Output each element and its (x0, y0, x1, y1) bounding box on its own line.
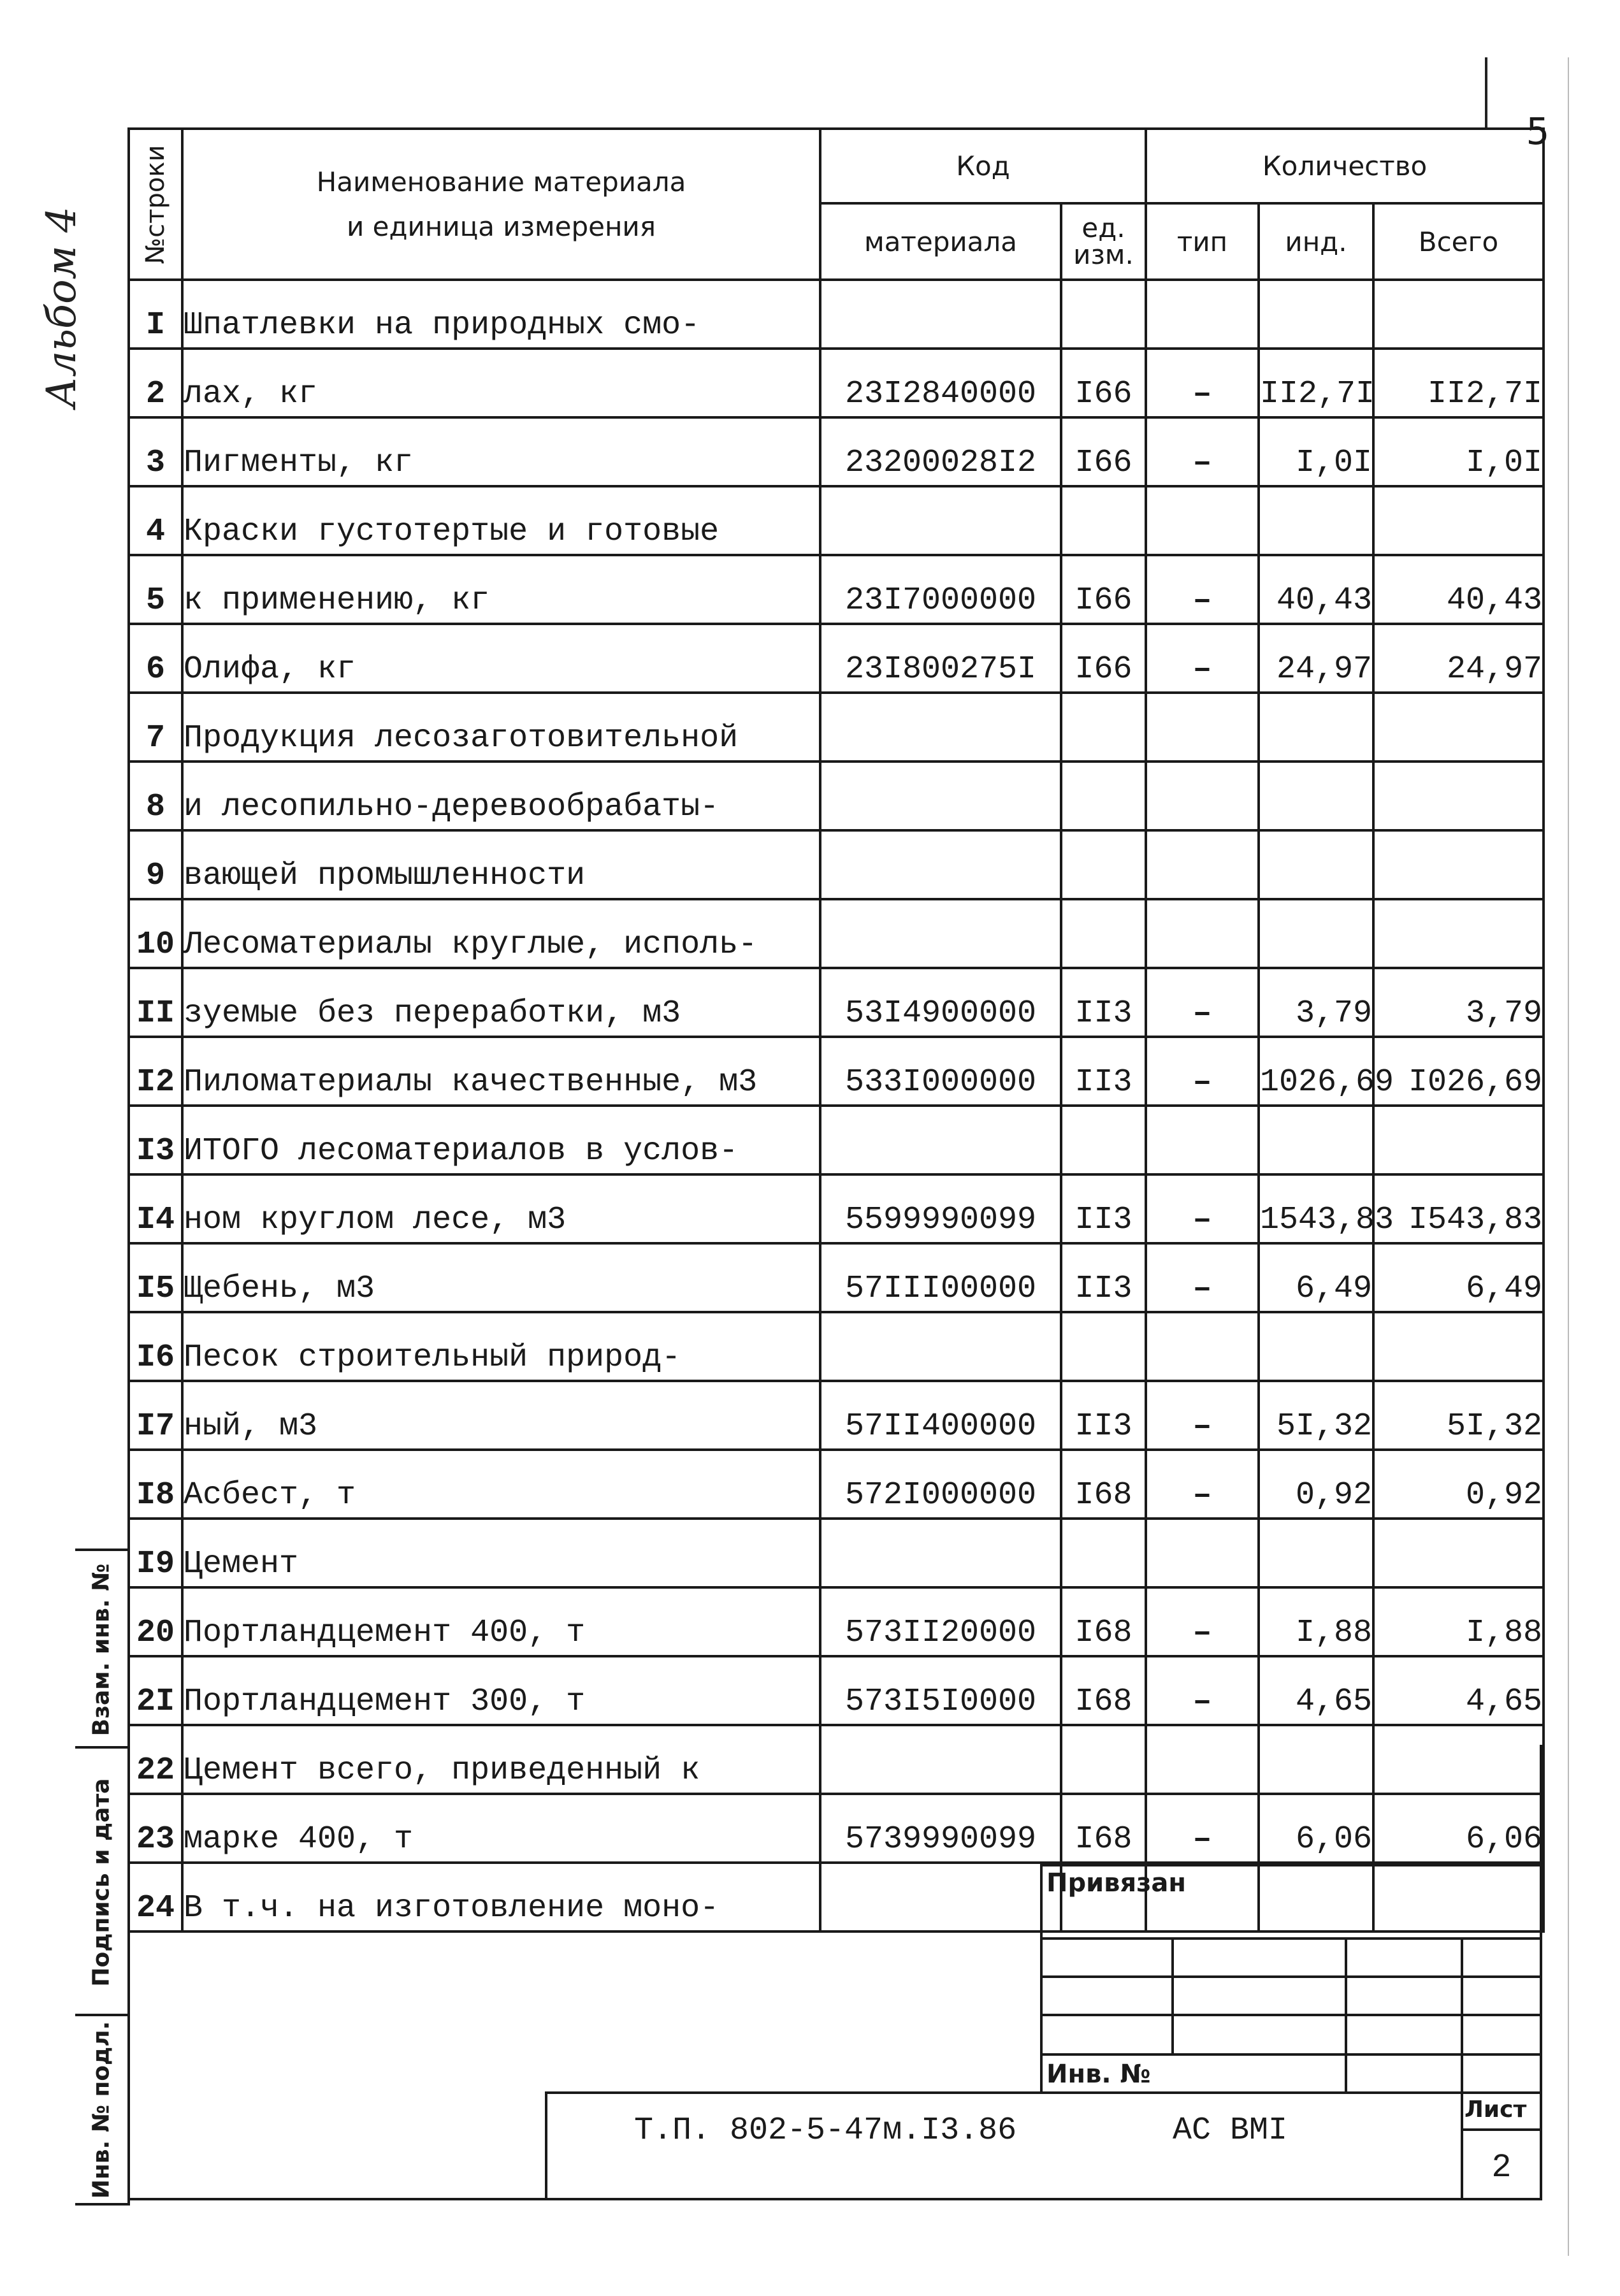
qty-ind: 5I,32 (1259, 1381, 1373, 1450)
row-number: 5 (129, 555, 182, 624)
sheet-number: 2 (1491, 2149, 1512, 2186)
unit-code (1061, 280, 1146, 349)
row-number: 4 (129, 486, 182, 555)
inv-no-label: Инв. № (1046, 2060, 1151, 2089)
document-code: Т.П. 802-5-47м.I3.86 (634, 2112, 1017, 2149)
row-number: I8 (129, 1450, 182, 1519)
document-suffix: АС ВМI (1173, 2112, 1288, 2149)
qty-type: – (1146, 1037, 1259, 1106)
qty-ind (1259, 280, 1373, 349)
qty-total: II2,7I (1373, 349, 1544, 417)
material-code (820, 1519, 1061, 1587)
qty-type: – (1146, 968, 1259, 1037)
row-number: I5 (129, 1243, 182, 1312)
privyazan-label: Привязан (1046, 1868, 1187, 1898)
unit-code: I68 (1061, 1450, 1146, 1519)
qty-ind: 24,97 (1259, 624, 1373, 693)
row-number: 7 (129, 693, 182, 762)
material-code: 533I000000 (820, 1037, 1061, 1106)
side-field-podpis (75, 1746, 130, 2016)
row-number: 2I (129, 1656, 182, 1725)
qty-type: – (1146, 1174, 1259, 1243)
qty-total: I543,83 (1373, 1174, 1544, 1243)
material-name: Цемент (182, 1519, 820, 1587)
material-name: Портландцемент 400, т (182, 1587, 820, 1656)
qty-type (1146, 762, 1259, 830)
qty-type (1146, 830, 1259, 899)
qty-ind (1259, 762, 1373, 830)
table-row (129, 1450, 1544, 1519)
unit-code: II3 (1061, 1037, 1146, 1106)
table-row (129, 280, 1544, 349)
qty-type (1146, 486, 1259, 555)
material-name: ИТОГО лесоматериалов в услов- (182, 1106, 820, 1174)
sheet-divider (1461, 2128, 1542, 2131)
material-code: 53I4900000 (820, 968, 1061, 1037)
material-name: марке 400, т (182, 1794, 820, 1863)
header-qty-ind: инд. (1259, 203, 1373, 280)
qty-ind (1259, 1106, 1373, 1174)
qty-ind (1259, 693, 1373, 762)
unit-code: II3 (1061, 1243, 1146, 1312)
material-name: Щебень, м3 (182, 1243, 820, 1312)
material-code (820, 1106, 1061, 1174)
qty-ind: 1543,83 (1259, 1174, 1373, 1243)
material-name: ном круглом лесе, м3 (182, 1174, 820, 1243)
material-code (820, 693, 1061, 762)
unit-code: I66 (1061, 349, 1146, 417)
table-row (129, 417, 1544, 486)
qty-ind (1259, 830, 1373, 899)
qty-type: – (1146, 349, 1259, 417)
row-number: II (129, 968, 182, 1037)
table-row (129, 968, 1544, 1037)
material-code: 572I000000 (820, 1450, 1061, 1519)
album-handwritten-note: Альбом 4 (38, 206, 85, 408)
material-code (820, 1312, 1061, 1381)
stamp-line (1040, 2014, 1542, 2016)
material-name: к применению, кг (182, 555, 820, 624)
unit-code (1061, 762, 1146, 830)
qty-total (1373, 486, 1544, 555)
qty-total: 4,65 (1373, 1656, 1544, 1725)
material-name: Лесоматериалы круглые, исполь- (182, 899, 820, 968)
row-number: 10 (129, 899, 182, 968)
material-name: В т.ч. на изготовление моно- (182, 1863, 820, 1931)
qty-ind: 4,65 (1259, 1656, 1373, 1725)
row-number: 3 (129, 417, 182, 486)
qty-ind: I,88 (1259, 1587, 1373, 1656)
qty-ind: 0,92 (1259, 1450, 1373, 1519)
table-row (129, 555, 1544, 624)
unit-code: II3 (1061, 1381, 1146, 1450)
unit-code: I66 (1061, 624, 1146, 693)
material-name: Продукция лесозаготовительной (182, 693, 820, 762)
table-row (129, 762, 1544, 830)
qty-total (1373, 1106, 1544, 1174)
qty-total (1373, 899, 1544, 968)
row-number: 8 (129, 762, 182, 830)
stamp-line (1040, 1937, 1542, 1940)
qty-type: – (1146, 417, 1259, 486)
unit-code (1061, 899, 1146, 968)
table-row (129, 1106, 1544, 1174)
table-row (129, 830, 1544, 899)
material-code (820, 762, 1061, 830)
material-name: зуемые без переработки, м3 (182, 968, 820, 1037)
table-row (129, 624, 1544, 693)
qty-type (1146, 280, 1259, 349)
row-number: 2 (129, 349, 182, 417)
qty-total (1373, 280, 1544, 349)
row-number: 22 (129, 1725, 182, 1794)
table-row (129, 1519, 1544, 1587)
qty-type (1146, 1312, 1259, 1381)
material-name: ный, м3 (182, 1381, 820, 1450)
unit-code (1061, 486, 1146, 555)
qty-total (1373, 1519, 1544, 1587)
row-number: I7 (129, 1381, 182, 1450)
row-number: 9 (129, 830, 182, 899)
row-number: I9 (129, 1519, 182, 1587)
qty-ind: II2,7I (1259, 349, 1373, 417)
table-row (129, 1587, 1544, 1656)
header-quantity: Количество (1146, 129, 1544, 203)
material-name: и лесопильно-деревообрабаты- (182, 762, 820, 830)
qty-total: I,88 (1373, 1587, 1544, 1656)
table-row (129, 1381, 1544, 1450)
qty-total: 5I,32 (1373, 1381, 1544, 1450)
qty-ind: 40,43 (1259, 555, 1373, 624)
qty-ind: 6,06 (1259, 1794, 1373, 1863)
qty-ind (1259, 1519, 1373, 1587)
qty-ind (1259, 1312, 1373, 1381)
material-name: Олифа, кг (182, 624, 820, 693)
material-name: Песок строительный природ- (182, 1312, 820, 1381)
table-row (129, 1656, 1544, 1725)
material-code: 5739990099 (820, 1794, 1061, 1863)
stamp-divider (1461, 1937, 1463, 2091)
table-row (129, 1037, 1544, 1106)
material-name: Пигменты, кг (182, 417, 820, 486)
material-code: 57II400000 (820, 1381, 1061, 1450)
qty-type: – (1146, 1243, 1259, 1312)
unit-code: I68 (1061, 1794, 1146, 1863)
material-name: Асбест, т (182, 1450, 820, 1519)
unit-code (1061, 693, 1146, 762)
stamp-line (1040, 2053, 1542, 2056)
page-number-tick (1485, 57, 1487, 127)
qty-ind: I,0I (1259, 417, 1373, 486)
qty-total: I,0I (1373, 417, 1544, 486)
qty-total: I026,69 (1373, 1037, 1544, 1106)
qty-total: 6,06 (1373, 1794, 1544, 1863)
material-code: 23I2840000 (820, 349, 1061, 417)
qty-type: – (1146, 1794, 1259, 1863)
qty-type (1146, 693, 1259, 762)
side-label-vzam: Взам. инв. № (88, 1563, 115, 1736)
qty-total: 40,43 (1373, 555, 1544, 624)
qty-ind (1259, 899, 1373, 968)
unit-code: II3 (1061, 1174, 1146, 1243)
sheet-label: Лист (1465, 2097, 1527, 2123)
table-row (129, 693, 1544, 762)
qty-type (1146, 1106, 1259, 1174)
material-name: Шпатлевки на природных смо- (182, 280, 820, 349)
unit-code: I68 (1061, 1656, 1146, 1725)
qty-ind (1259, 486, 1373, 555)
qty-total (1373, 693, 1544, 762)
qty-ind: 1026,69 (1259, 1037, 1373, 1106)
unit-code: I66 (1061, 417, 1146, 486)
qty-type: – (1146, 1381, 1259, 1450)
qty-type: – (1146, 624, 1259, 693)
row-number: I2 (129, 1037, 182, 1106)
header-qty-type: тип (1146, 203, 1259, 280)
qty-type (1146, 899, 1259, 968)
page-number: 5 (1526, 110, 1550, 153)
qty-type: – (1146, 1656, 1259, 1725)
qty-type: – (1146, 555, 1259, 624)
material-code: 5599990099 (820, 1174, 1061, 1243)
unit-code (1061, 1106, 1146, 1174)
stamp-divider (1345, 1937, 1347, 2091)
qty-type: – (1146, 1450, 1259, 1519)
material-code: 573II20000 (820, 1587, 1061, 1656)
material-code: 23I800275I (820, 624, 1061, 693)
material-name: Портландцемент 300, т (182, 1656, 820, 1725)
table-row (129, 1243, 1544, 1312)
material-code (820, 486, 1061, 555)
header-row-no: №строки (129, 129, 182, 280)
qty-ind: 3,79 (1259, 968, 1373, 1037)
row-number: 23 (129, 1794, 182, 1863)
table-row (129, 1174, 1544, 1243)
unit-code (1061, 1312, 1146, 1381)
side-field-inv-podl (75, 2014, 130, 2206)
qty-ind: 6,49 (1259, 1243, 1373, 1312)
scan-edge-line (1568, 57, 1569, 2256)
materials-table (127, 127, 1545, 1933)
row-number: 6 (129, 624, 182, 693)
material-code (820, 830, 1061, 899)
header-code-material: материала (820, 203, 1061, 280)
material-name: лах, кг (182, 349, 820, 417)
unit-code (1061, 1519, 1146, 1587)
qty-total (1373, 762, 1544, 830)
material-code (820, 280, 1061, 349)
side-label-inv-podl: Инв. № подл. (88, 2021, 115, 2199)
row-number: 24 (129, 1863, 182, 1931)
qty-total (1373, 1312, 1544, 1381)
material-name: вающей промышленности (182, 830, 820, 899)
qty-total (1373, 830, 1544, 899)
material-name: Пиломатериалы качественные, м3 (182, 1037, 820, 1106)
row-number: 20 (129, 1587, 182, 1656)
row-number: I3 (129, 1106, 182, 1174)
row-number: I4 (129, 1174, 182, 1243)
qty-total: 0,92 (1373, 1450, 1544, 1519)
row-number: I (129, 280, 182, 349)
unit-code: I68 (1061, 1587, 1146, 1656)
material-code (820, 899, 1061, 968)
unit-code: II3 (1061, 968, 1146, 1037)
unit-code (1061, 830, 1146, 899)
side-field-vzam (75, 1549, 130, 1749)
material-name: Цемент всего, приведенный к (182, 1725, 820, 1794)
qty-total: 6,49 (1373, 1243, 1544, 1312)
header-name: Наименование материала и единица измерения (182, 129, 820, 280)
row-number: I6 (129, 1312, 182, 1381)
material-code: 23I7000000 (820, 555, 1061, 624)
qty-type (1146, 1519, 1259, 1587)
qty-type: – (1146, 1587, 1259, 1656)
stamp-line (1040, 1975, 1542, 1978)
table-row (129, 349, 1544, 417)
table-row (129, 1312, 1544, 1381)
material-code: 573I5I0000 (820, 1656, 1061, 1725)
material-name: Краски густотертые и готовые (182, 486, 820, 555)
stamp-divider (1171, 1937, 1174, 2053)
material-code: 23200028I2 (820, 417, 1061, 486)
header-code: Код (820, 129, 1146, 203)
side-label-podpis: Подпись и дата (88, 1778, 115, 1987)
table-row (129, 899, 1544, 968)
header-unit: ед. изм. (1061, 203, 1146, 280)
unit-code: I66 (1061, 555, 1146, 624)
qty-total: 24,97 (1373, 624, 1544, 693)
table-row (129, 486, 1544, 555)
material-code: 57III00000 (820, 1243, 1061, 1312)
header-qty-total: Всего (1373, 203, 1544, 280)
qty-total: 3,79 (1373, 968, 1544, 1037)
